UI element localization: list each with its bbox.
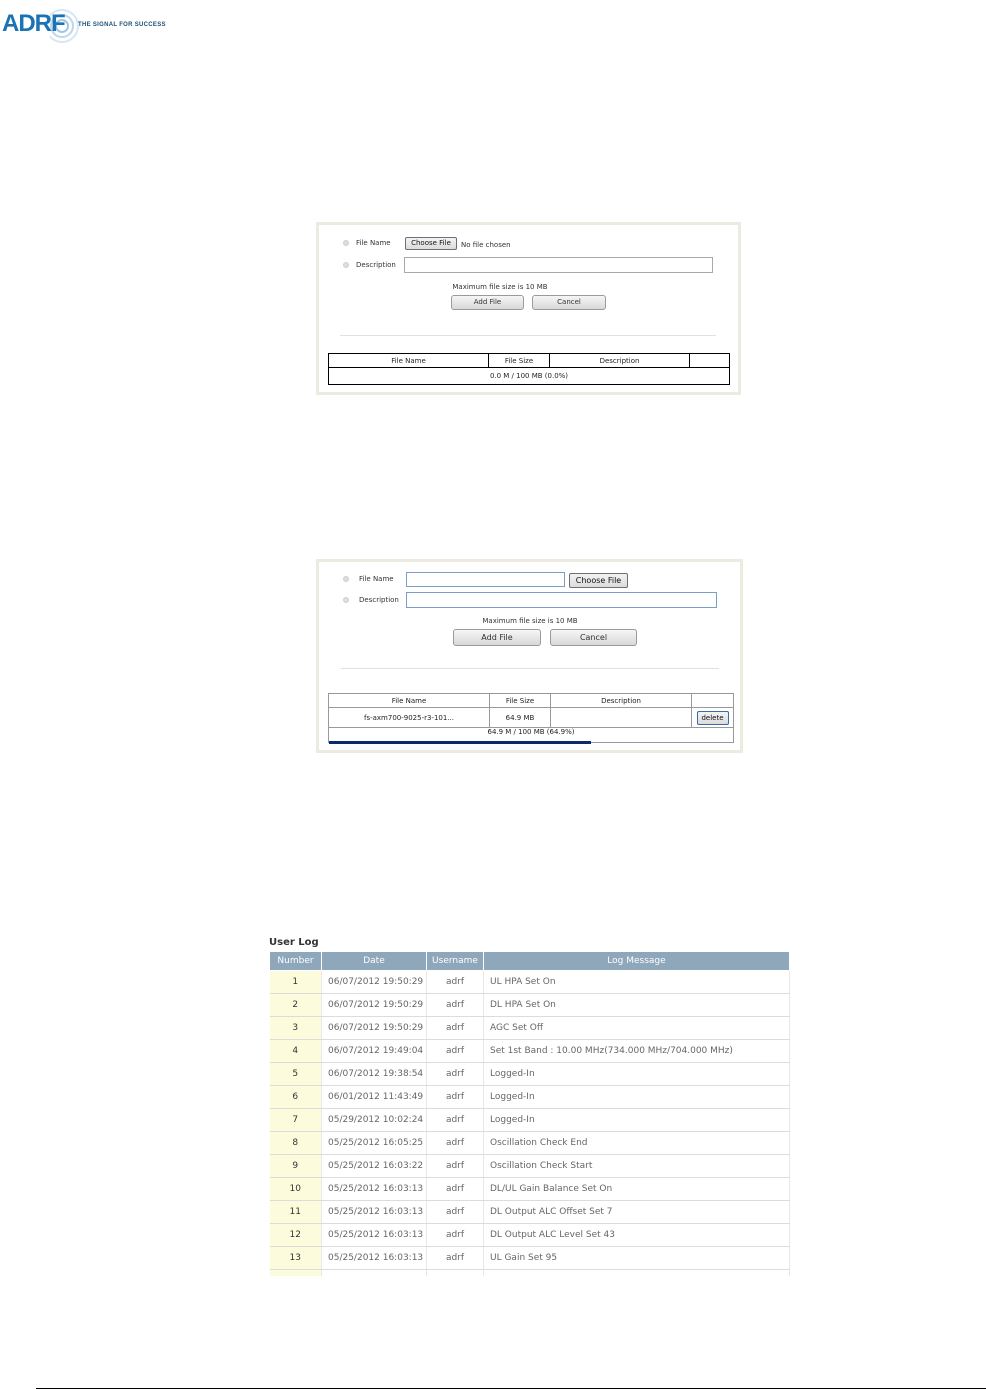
log-message-cell: UL HPA Set On <box>484 971 790 994</box>
user-log-title: User Log <box>269 937 319 948</box>
col-header-number: Number <box>270 952 322 971</box>
log-message-cell: AGC Set Off <box>484 1017 790 1040</box>
add-file-button[interactable]: Add File <box>453 629 541 646</box>
log-number-cell: 13 <box>270 1247 322 1270</box>
log-number-cell: 3 <box>270 1017 322 1040</box>
log-date-cell: 05/25/2012 16:03:22 <box>322 1155 427 1178</box>
log-date-cell: 06/01/2012 11:43:49 <box>322 1086 427 1109</box>
description-label: Description <box>359 596 399 604</box>
table-row <box>329 708 734 728</box>
log-date-cell: 05/29/2012 10:02:24 <box>322 1109 427 1132</box>
log-number-cell: 4 <box>270 1040 322 1063</box>
log-username-cell: adrf <box>427 1247 484 1270</box>
log-number-cell: 6 <box>270 1086 322 1109</box>
usage-text: 64.9 M / 100 MB (64.9%) <box>329 728 734 743</box>
log-message-cell: DL Output ALC Offset Set 7 <box>484 1201 790 1224</box>
table-row <box>270 1040 790 1063</box>
file-name-label: File Name <box>356 239 391 247</box>
log-number-cell: 7 <box>270 1109 322 1132</box>
table-row <box>270 971 790 994</box>
log-message-cell: Logged-In <box>484 1109 790 1132</box>
table-row <box>270 1017 790 1040</box>
log-number-cell: 9 <box>270 1155 322 1178</box>
log-message-cell: Set 1st Band : 10.00 MHz(734.000 MHz/704.000 MHz) <box>484 1040 790 1063</box>
delete-button[interactable]: delete <box>697 711 729 725</box>
log-date-cell: 05/25/2012 16:03:13 <box>322 1224 427 1247</box>
col-header: File Name <box>329 354 489 368</box>
divider <box>341 668 719 669</box>
table-row <box>270 1224 790 1247</box>
log-date-cell: 06/07/2012 19:50:29 <box>322 971 427 994</box>
table-row <box>270 1063 790 1086</box>
table-row <box>270 1109 790 1132</box>
adrf-logo <box>2 0 172 50</box>
file-name-label: File Name <box>359 575 394 583</box>
log-number-cell: 12 <box>270 1224 322 1247</box>
bullet-icon <box>343 597 349 603</box>
file-table <box>328 353 730 385</box>
log-message-cell: Oscillation Check End <box>484 1132 790 1155</box>
description-input[interactable] <box>406 592 717 608</box>
footer-divider <box>36 1388 986 1389</box>
file-size-cell: 64.9 MB <box>490 708 551 728</box>
table-row <box>270 1155 790 1178</box>
bullet-icon <box>343 262 349 268</box>
log-username-cell: adrf <box>427 1040 484 1063</box>
log-message-cell: Logged-In <box>484 1086 790 1109</box>
file-name-input[interactable] <box>406 572 565 587</box>
choose-file-button[interactable]: Choose File <box>405 237 457 250</box>
col-header <box>690 354 730 368</box>
log-username-cell: adrf <box>427 1155 484 1178</box>
user-log-table <box>269 951 790 1276</box>
log-message-cell: Oscillation Check Start <box>484 1155 790 1178</box>
log-username-cell: adrf <box>427 1063 484 1086</box>
log-number-cell: 2 <box>270 994 322 1017</box>
file-description-cell <box>551 708 692 728</box>
log-date-cell: 06/07/2012 19:49:04 <box>322 1040 427 1063</box>
log-username-cell: adrf <box>427 1017 484 1040</box>
log-date-cell: 05/25/2012 16:03:13 <box>322 1178 427 1201</box>
add-file-button[interactable]: Add File <box>451 295 524 310</box>
log-message-cell: DL/UL Gain Balance Set On <box>484 1178 790 1201</box>
log-date-cell: 05/25/2012 16:03:13 <box>322 1201 427 1224</box>
description-input[interactable] <box>404 257 713 273</box>
log-number-cell: 11 <box>270 1201 322 1224</box>
file-name-cell: fs-axm700-9025-r3-101... <box>329 708 490 728</box>
max-size-note: Maximum file size is 10 MB <box>482 617 578 625</box>
log-username-cell: adrf <box>427 1086 484 1109</box>
usage-progress-bar <box>329 741 591 744</box>
log-username-cell: adrf <box>427 994 484 1017</box>
col-header: Description <box>551 694 692 708</box>
log-number-cell: 8 <box>270 1132 322 1155</box>
cancel-button[interactable]: Cancel <box>550 629 637 646</box>
col-header: Description <box>550 354 690 368</box>
log-date-cell: 06/07/2012 19:38:54 <box>322 1063 427 1086</box>
cancel-button[interactable]: Cancel <box>532 295 606 310</box>
file-table <box>328 693 734 743</box>
col-header-username: Username <box>427 952 484 971</box>
col-header: File Size <box>489 354 550 368</box>
col-header-log-message: Log Message <box>484 952 790 971</box>
log-message-cell: UL Gain Set 95 <box>484 1247 790 1270</box>
max-size-note: Maximum file size is 10 MB <box>452 283 548 291</box>
table-row <box>270 1132 790 1155</box>
divider <box>340 335 716 336</box>
log-date-cell: 05/25/2012 16:03:13 <box>322 1247 427 1270</box>
table-row <box>270 1247 790 1270</box>
log-number-cell: 5 <box>270 1063 322 1086</box>
log-username-cell: adrf <box>427 1224 484 1247</box>
file-action-cell <box>692 708 734 728</box>
col-header: File Size <box>490 694 551 708</box>
log-message-cell: Logged-In <box>484 1063 790 1086</box>
log-number-cell: 10 <box>270 1178 322 1201</box>
log-message-cell: DL HPA Set On <box>484 994 790 1017</box>
log-date-cell: 06/07/2012 19:50:29 <box>322 1017 427 1040</box>
bullet-icon <box>343 576 349 582</box>
col-header-date: Date <box>322 952 427 971</box>
table-row <box>270 1086 790 1109</box>
no-file-chosen-text: No file chosen <box>461 241 511 249</box>
log-username-cell: adrf <box>427 1201 484 1224</box>
bullet-icon <box>343 240 349 246</box>
log-date-cell: 06/07/2012 19:50:29 <box>322 994 427 1017</box>
log-date-cell: 05/25/2012 16:05:25 <box>322 1132 427 1155</box>
table-row <box>270 1178 790 1201</box>
table-row <box>270 1201 790 1224</box>
log-username-cell: adrf <box>427 1178 484 1201</box>
log-username-cell: adrf <box>427 971 484 994</box>
table-row-partial <box>270 1270 790 1277</box>
logo-text: ADRF <box>2 10 65 37</box>
logo-tagline: THE SIGNAL FOR SUCCESS <box>78 22 166 28</box>
log-username-cell: adrf <box>427 1109 484 1132</box>
log-message-cell: DL Output ALC Level Set 43 <box>484 1224 790 1247</box>
log-username-cell: adrf <box>427 1132 484 1155</box>
col-header <box>692 694 734 708</box>
usage-text: 0.0 M / 100 MB (0.0%) <box>329 368 730 385</box>
col-header: File Name <box>329 694 490 708</box>
table-row <box>270 994 790 1017</box>
description-label: Description <box>356 261 396 269</box>
log-number-cell: 1 <box>270 971 322 994</box>
choose-file-button[interactable]: Choose File <box>569 573 628 588</box>
